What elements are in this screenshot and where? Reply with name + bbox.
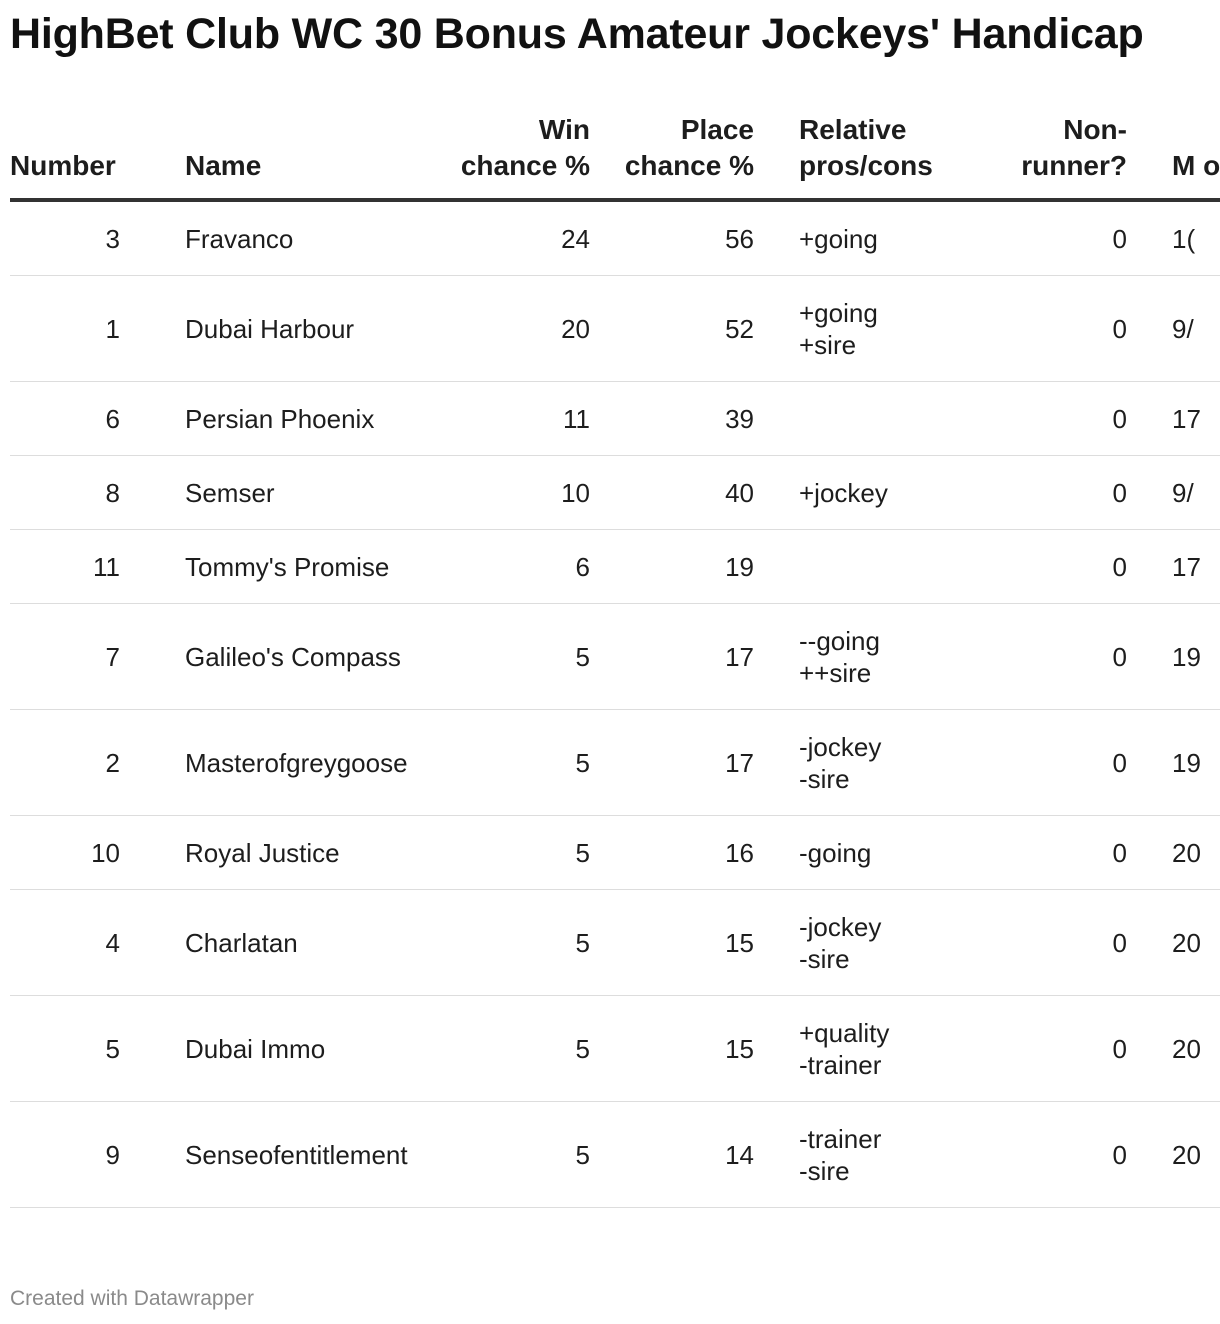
cell-non-runner: 0 (959, 200, 1127, 276)
cell-pros-cons (799, 200, 959, 276)
cell-pros-cons-text: +going +sire (799, 297, 878, 360)
cell-mo: 1( (1172, 200, 1220, 276)
cell-spacer (120, 200, 185, 276)
cell-win-chance: 5 (450, 816, 590, 890)
cell-mo: 20 (1172, 890, 1220, 996)
cell-pros-cons-text: -jockey -sire (799, 731, 882, 794)
cell-spacer (120, 456, 185, 530)
table-row[interactable] (10, 200, 1220, 276)
cell-spacer (754, 710, 799, 816)
table-row[interactable] (10, 1102, 1220, 1208)
cell-spacer (120, 816, 185, 890)
table-row[interactable] (10, 890, 1220, 996)
cell-pros-cons (799, 604, 959, 710)
cell-mo: 17 (1172, 530, 1220, 604)
cell-pros-cons-text: +jockey (799, 477, 888, 508)
cell-spacer (1127, 382, 1172, 456)
cell-spacer (120, 1102, 185, 1208)
cell-pros-cons-text: +quality -trainer (799, 1017, 890, 1080)
cell-pros-cons (799, 456, 959, 530)
cell-mo: 20 (1172, 996, 1220, 1102)
table-row[interactable] (10, 456, 1220, 530)
cell-spacer (1127, 456, 1172, 530)
cell-number: 6 (10, 382, 120, 456)
table-body (10, 200, 1220, 1208)
table-container (10, 112, 1220, 1208)
header-spacer (1127, 112, 1172, 200)
cell-non-runner: 0 (959, 530, 1127, 604)
header-mo[interactable]: M o (1172, 112, 1220, 200)
cell-non-runner: 0 (959, 456, 1127, 530)
cell-non-runner: 0 (959, 890, 1127, 996)
cell-number: 10 (10, 816, 120, 890)
cell-number: 3 (10, 200, 120, 276)
cell-pros-cons (799, 996, 959, 1102)
table-row[interactable] (10, 276, 1220, 382)
cell-mo: 9/ (1172, 276, 1220, 382)
cell-spacer (120, 890, 185, 996)
cell-pros-cons (799, 816, 959, 890)
cell-place-chance: 17 (590, 710, 754, 816)
cell-pros-cons (799, 382, 959, 456)
cell-place-chance: 40 (590, 456, 754, 530)
cell-spacer (754, 816, 799, 890)
cell-win-chance: 11 (450, 382, 590, 456)
cell-spacer (1127, 604, 1172, 710)
cell-win-chance: 5 (450, 710, 590, 816)
cell-spacer (1127, 710, 1172, 816)
cell-place-chance: 16 (590, 816, 754, 890)
cell-pros-cons (799, 710, 959, 816)
cell-pros-cons-text: -jockey -sire (799, 911, 882, 974)
table-row[interactable] (10, 382, 1220, 456)
cell-spacer (754, 996, 799, 1102)
cell-pros-cons-text: -going (799, 837, 872, 868)
table-row[interactable] (10, 710, 1220, 816)
cell-spacer (1127, 996, 1172, 1102)
cell-non-runner: 0 (959, 276, 1127, 382)
runners-table (10, 112, 1220, 1208)
cell-place-chance: 39 (590, 382, 754, 456)
cell-spacer (120, 710, 185, 816)
cell-number: 11 (10, 530, 120, 604)
cell-name: Senseofentitlement (185, 1102, 450, 1208)
cell-spacer (120, 530, 185, 604)
cell-place-chance: 15 (590, 890, 754, 996)
cell-place-chance: 52 (590, 276, 754, 382)
table-row[interactable] (10, 604, 1220, 710)
header-name[interactable]: Name (185, 112, 450, 200)
cell-place-chance: 56 (590, 200, 754, 276)
cell-non-runner: 0 (959, 816, 1127, 890)
cell-spacer (1127, 1102, 1172, 1208)
cell-pros-cons (799, 530, 959, 604)
header-number[interactable]: Number (10, 112, 120, 200)
cell-mo: 20 (1172, 1102, 1220, 1208)
table-row[interactable] (10, 530, 1220, 604)
header-row (10, 112, 1220, 200)
cell-name: Persian Phoenix (185, 382, 450, 456)
footer-credit: Created with Datawrapper (10, 1287, 254, 1310)
cell-spacer (754, 200, 799, 276)
cell-non-runner: 0 (959, 604, 1127, 710)
cell-non-runner: 0 (959, 382, 1127, 456)
cell-non-runner: 0 (959, 710, 1127, 816)
cell-spacer (1127, 200, 1172, 276)
cell-spacer (754, 276, 799, 382)
cell-number: 9 (10, 1102, 120, 1208)
cell-spacer (1127, 890, 1172, 996)
cell-mo: 19 (1172, 604, 1220, 710)
chart-title: HighBet Club WC 30 Bonus Amateur Jockeys' Handicap (10, 10, 1144, 58)
cell-name: Dubai Immo (185, 996, 450, 1102)
cell-pros-cons (799, 1102, 959, 1208)
table-header (10, 112, 1220, 200)
cell-name: Tommy's Promise (185, 530, 450, 604)
cell-win-chance: 10 (450, 456, 590, 530)
header-spacer (754, 112, 799, 200)
cell-win-chance: 5 (450, 890, 590, 996)
cell-spacer (754, 456, 799, 530)
cell-win-chance: 5 (450, 1102, 590, 1208)
cell-non-runner: 0 (959, 996, 1127, 1102)
table-row[interactable] (10, 816, 1220, 890)
cell-place-chance: 14 (590, 1102, 754, 1208)
cell-spacer (754, 530, 799, 604)
cell-name: Royal Justice (185, 816, 450, 890)
table-row[interactable] (10, 996, 1220, 1102)
cell-win-chance: 5 (450, 996, 590, 1102)
cell-name: Masterofgreygoose (185, 710, 450, 816)
cell-name: Charlatan (185, 890, 450, 996)
cell-name: Fravanco (185, 200, 450, 276)
cell-mo: 20 (1172, 816, 1220, 890)
cell-number: 4 (10, 890, 120, 996)
cell-spacer (120, 382, 185, 456)
cell-spacer (120, 604, 185, 710)
cell-mo: 17 (1172, 382, 1220, 456)
cell-mo: 19 (1172, 710, 1220, 816)
cell-spacer (1127, 276, 1172, 382)
cell-number: 7 (10, 604, 120, 710)
cell-place-chance: 17 (590, 604, 754, 710)
cell-spacer (754, 890, 799, 996)
cell-number: 5 (10, 996, 120, 1102)
header-win-chance[interactable]: Win chance % (450, 112, 590, 200)
cell-number: 2 (10, 710, 120, 816)
header-place-chance[interactable]: Place chance % (590, 112, 754, 200)
cell-win-chance: 24 (450, 200, 590, 276)
cell-win-chance: 5 (450, 604, 590, 710)
header-pros-cons[interactable]: Relative pros/cons (799, 112, 959, 200)
cell-name: Dubai Harbour (185, 276, 450, 382)
header-non-runner[interactable]: Non-runner? (959, 112, 1127, 200)
cell-number: 1 (10, 276, 120, 382)
cell-non-runner: 0 (959, 1102, 1127, 1208)
cell-spacer (754, 604, 799, 710)
cell-name: Galileo's Compass (185, 604, 450, 710)
cell-spacer (1127, 530, 1172, 604)
cell-spacer (120, 996, 185, 1102)
cell-name: Semser (185, 456, 450, 530)
cell-pros-cons-text: -trainer -sire (799, 1123, 882, 1186)
cell-mo: 9/ (1172, 456, 1220, 530)
cell-spacer (754, 1102, 799, 1208)
header-spacer (120, 112, 185, 200)
cell-number: 8 (10, 456, 120, 530)
cell-pros-cons (799, 890, 959, 996)
cell-spacer (1127, 816, 1172, 890)
cell-place-chance: 15 (590, 996, 754, 1102)
cell-pros-cons-text: --going ++sire (799, 625, 880, 688)
cell-spacer (754, 382, 799, 456)
cell-spacer (120, 276, 185, 382)
cell-win-chance: 20 (450, 276, 590, 382)
cell-pros-cons (799, 276, 959, 382)
cell-place-chance: 19 (590, 530, 754, 604)
cell-pros-cons-text: +going (799, 223, 878, 254)
cell-win-chance: 6 (450, 530, 590, 604)
